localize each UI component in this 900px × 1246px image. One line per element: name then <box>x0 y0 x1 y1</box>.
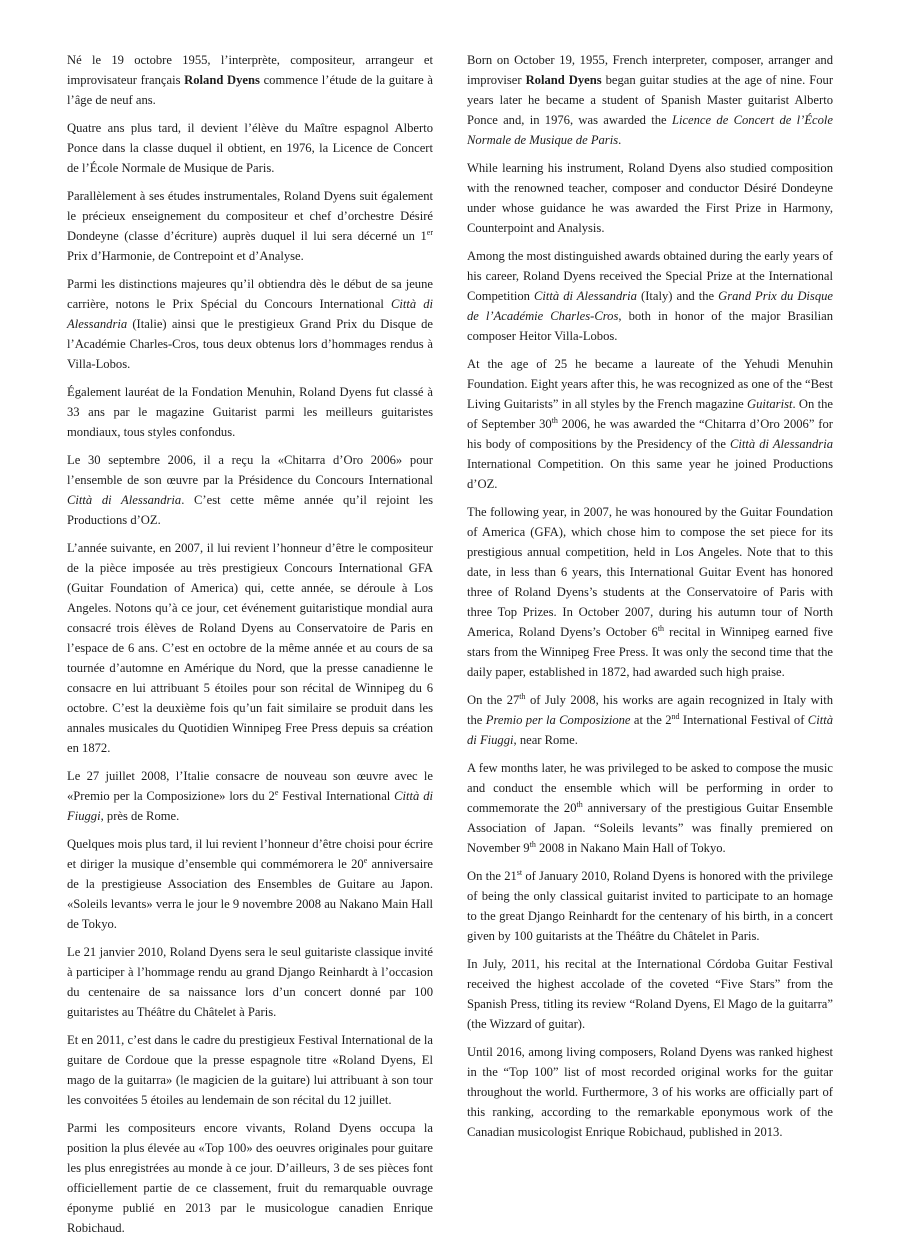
fr-paragraph-1: Né le 19 octobre 1955, l’interprète, compositeur, arrangeur et improvisateur français Roland Dyens commence l’étude de la guitare à l’âge de neuf ans. <box>67 53 433 107</box>
fr-paragraph-5: Également lauréat de la Fondation Menuhin, Roland Dyens fut classé à 33 ans par le magazine Guitarist parmi les meilleurs guitaristes mondiaux, tous styles confondus. <box>67 385 433 439</box>
fr-paragraph-9: Quelques mois plus tard, il lui revient l’honneur d’être choisi pour écrire et diriger la musique d’ensemble qui commémorera le 20e anniversaire de la prestigieuse Association des Ensembles de Guitare au Japon. «Soleils levants» verra le jour le 9 novembre 2008 au Nakano Main Hall de Tokyo. <box>67 837 433 931</box>
en-paragraph-7: A few months later, he was privileged to be asked to compose the music and conduct the ensemble which will be performing in order to commemorate the 20th anniversary of the prestigious Guitar Ensemble Association of Japan. “Soleils levants” was finally premiered on November 9th 2008 in Nakano Main Hall of Tokyo. <box>467 761 834 855</box>
fr-paragraph-6: Le 30 septembre 2006, il a reçu la «Chitarra d’Oro 2006» pour l’ensemble de son œuvre par la Présidence du Concours International Città di Alessandria. C’est cette même année qu’il rejoint les Productions d’OZ. <box>67 453 433 527</box>
artist-name: Roland Dyens <box>525 73 602 87</box>
en-paragraph-1: Born on October 19, 1955, French interpreter, composer, arranger and improviser Roland Dyens began guitar studies at the age of nine. Four years later he became a student of Spanish Master guitarist Alberto Ponce and, in 1976, was awarded the Licence de Concert de l’École Normale de Musique de Paris. <box>467 53 834 147</box>
en-paragraph-3: Among the most distinguished awards obtained during the early years of his career, Roland Dyens received the Special Prize at the International Competition Città di Alessandria (Italy) and the Grand Prix du Disque de l’Académie Charles-Cros, both in honor of the major Brasilian composer Heitor Villa-Lobos. <box>467 249 834 343</box>
en-paragraph-4: At the age of 25 he became a laureate of the Yehudi Menuhin Foundation. Eight years after this, he was recognized as one of the “Best Living Guitarists” in all styles by the French magazine Guitarist. On the of September 30th 2006, he was awarded the “Chitarra d’Oro 2006” for his body of compositions by the Presidency of the Città di Alessandria International Competition. On this same year he joined Productions d’OZ. <box>467 357 833 491</box>
fr-paragraph-4: Parmi les distinctions majeures qu’il obtiendra dès le début de sa jeune carrière, notons le Prix Spécial du Concours International Città di Alessandria (Italie) ainsi que le prestigieux Grand Prix du Disque de l’Académie Charles-Cros, tous deux obtenus lors d’hommages rendus à Villa-Lobos. <box>67 277 434 371</box>
fr-paragraph-11: Et en 2011, c’est dans le cadre du prestigieux Festival International de la guitare de Cordoue que la presse espagnole titre «Roland Dyens, El mago de la guitarra» (le magicien de la guitare) lui attribuant à son tour les convoitées 5 étoiles au lendemain de son récital du 12 juillet. <box>67 1033 433 1107</box>
artist-name: Roland Dyens <box>184 73 260 87</box>
en-paragraph-8: On the 21st of January 2010, Roland Dyens is honored with the privilege of being the only classical guitarist invited to participate to an homage to the great Django Reinhardt for the centenary of his birth, in a concert given by 100 guitarists at the Théâtre du Châtelet in Paris. <box>467 867 833 943</box>
en-paragraph-5: The following year, in 2007, he was honoured by the Guitar Foundation of America (GFA), which chose him to compose the set piece for its prestigious annual competition, held in Los Angeles. Note that to this date, in less than 6 years, this International Guitar Event has honored three of Roland Dyens’s students at the Conservatoire of Paris with three Top Prizes. In October 2007, during his autumn tour of North America, Roland Dyens’s October 6th recital in Winnipeg earned five stars from the Winnipeg Free Press. It was only the second time that the daily paper, established in 1872, had awarded such high praise. <box>467 505 833 679</box>
fr-paragraph-12: Parmi les compositeurs encore vivants, Roland Dyens occupa la position la plus élevée au «Top 100» des oeuvres originales pour guitare les plus enregistrées au monde à ce jour. D’ailleurs, 3 de ses pièces font officiellement partie de ce classement, fruit du remarquable ouvrage éponyme publié en 2013 par le musicologue canadien Enrique Robichaud. <box>67 1121 433 1235</box>
fr-paragraph-2: Quatre ans plus tard, il devient l’élève du Maître espagnol Alberto Ponce dans la classe duquel il obtient, en 1976, la Licence de Concert de l’École Normale de Musique de Paris. <box>67 121 433 175</box>
english-text-column <box>467 50 833 1150</box>
en-paragraph-9: In July, 2011, his recital at the International Córdoba Guitar Festival received the highest accolade of the coveted “Five Stars” from the Spanish Press, titling its review “Roland Dyens, El Mago de la guitarra” (the Wizzard of guitar). <box>467 957 833 1031</box>
fr-paragraph-10: Le 21 janvier 2010, Roland Dyens sera le seul guitariste classique invité à participer à l’hommage rendu au grand Django Reinhardt à l’occasion du centenaire de sa naissance lors d’un concert donné par 100 guitaristes au Théâtre du Châtelet à Paris. <box>67 945 433 1019</box>
fr-paragraph-8: Le 27 juillet 2008, l’Italie consacre de nouveau son œuvre avec le «Premio per la Composizione» lors du 2e Festival International Città di Fiuggi, près de Rome. <box>67 769 433 823</box>
fr-paragraph-3: Parallèlement à ses études instrumentales, Roland Dyens suit également le précieux enseignement du compositeur et chef d’orchestre Désiré Dondeyne (classe d’écriture) auprès duquel il lui sera décerné un 1er Prix d’Harmonie, de Contrepoint et d’Analyse. <box>67 189 433 263</box>
en-paragraph-2: While learning his instrument, Roland Dyens also studied composition with the renowned teacher, composer and conductor Désiré Dondeyne under whose guidance he was awarded the First Prize in Harmony, Counterpoint and Analysis. <box>467 161 833 235</box>
french-text-column <box>67 50 433 1246</box>
en-paragraph-6: On the 27th of July 2008, his works are again recognized in Italy with the Premio per la Composizione at the 2nd International Festival of Città di Fiuggi, near Rome. <box>467 691 833 747</box>
fr-paragraph-7: L’année suivante, en 2007, il lui revient l’honneur d’être le compositeur de la pièce imposée au très prestigieux Concours International GFA (Guitar Foundation of America) qui, cette année, se déroule à Los Angeles. Notons qu’à ce jour, cet événement guitaristique mondial aura consacré trois élèves de Roland Dyens au Conservatoire de Paris en l’espace de 6 ans. C’est en octobre de la même année et au cours de sa tournée d’automne en Amérique du Nord, que la presse canadienne le consacre en lui attribuant 5 étoiles pour son récital de Winnipeg du 6 octobre. C’est la deuxième fois qu’un fait similaire se produit dans les annales musicales du Quotidien Winnipeg Free Press depuis sa création en 1872. <box>67 541 433 755</box>
en-paragraph-10: Until 2016, among living composers, Roland Dyens was ranked highest in the “Top 100” list of most recorded original works for the guitar throughout the world. Furthermore, 3 of his works are officially part of this ranking, according to the remarkable eponymous work of the Canadian musicologist Enrique Robichaud, published in 2013. <box>467 1045 833 1139</box>
